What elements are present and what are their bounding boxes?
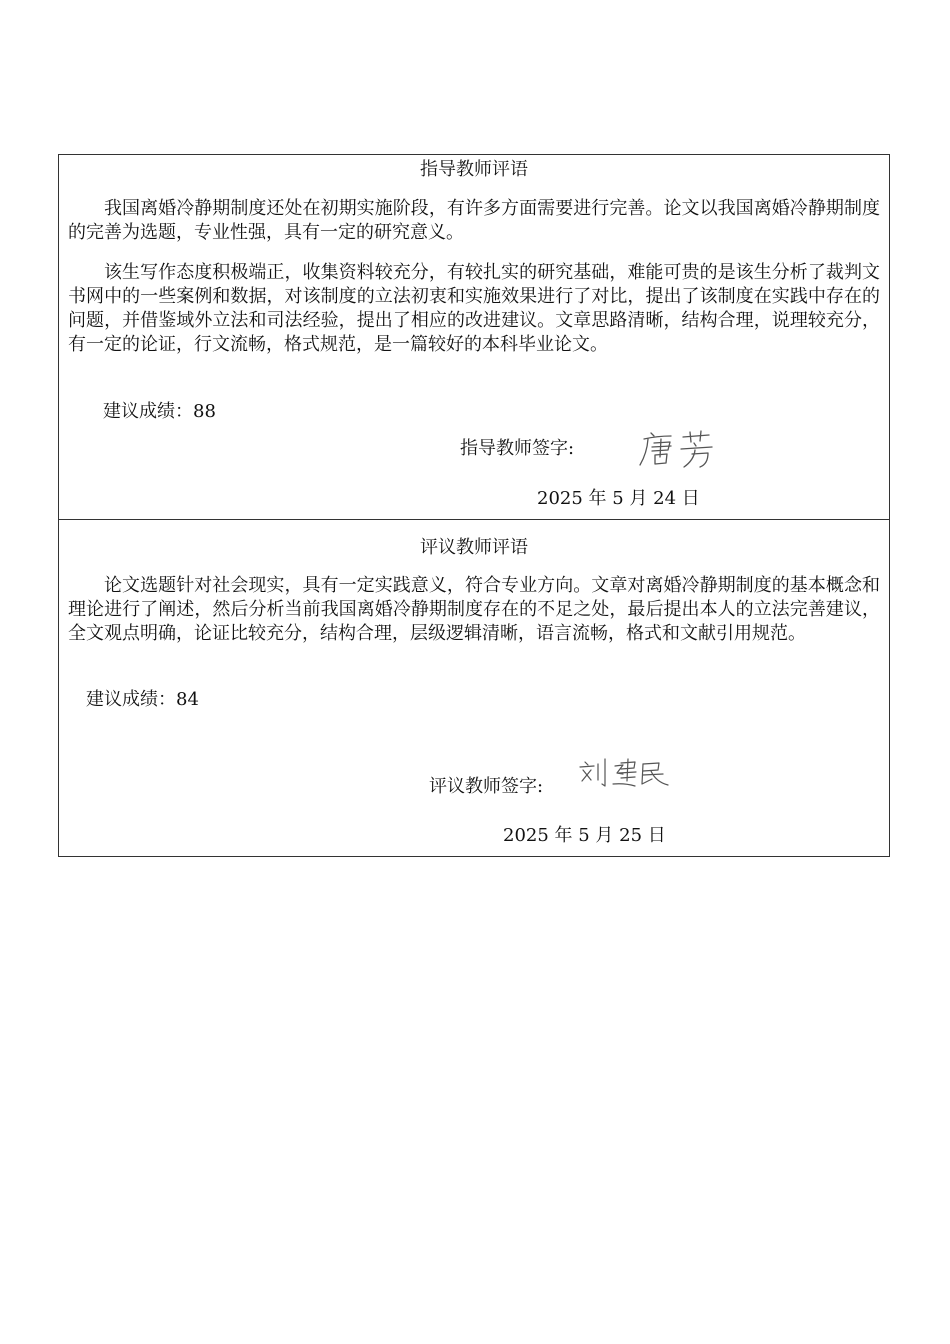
- advisor-heading: 指导教师评语: [420, 159, 528, 180]
- reviewer-sign-label: 评议教师签字:: [429, 776, 544, 797]
- advisor-date: 2025 年 5 月 24 日: [537, 488, 700, 509]
- reviewer-heading: 评议教师评语: [420, 537, 528, 558]
- advisor-grade: 建议成绩：88: [103, 401, 216, 422]
- advisor-paragraph-1: 我国离婚冷静期制度还处在初期实施阶段，有许多方面需要进行完善。论文以我国离婚冷静期制度的完善为选题，专业性强，具有一定的研究意义。: [68, 198, 880, 243]
- advisor-comment-section: [59, 155, 889, 520]
- reviewer-date: 2025 年 5 月 25 日: [503, 825, 666, 846]
- advisor-signature: [637, 423, 723, 473]
- advisor-sign-label: 指导教师签字:: [460, 438, 575, 459]
- advisor-paragraph-2: 该生写作态度积极端正，收集资料较充分，有较扎实的研究基础，难能可贵的是该生分析了裁判文书网中的一些案例和数据，对该制度的立法初衷和实施效果进行了对比，提出了该制度在实践中存在的问题，并借鉴域外立法和司法经验，提出了相应的改进建议。文章思路清晰，结构合理，说理较充分，有一定的论证，行文流畅，格式规范，是一篇较好的本科毕业论文。: [68, 262, 880, 355]
- reviewer-signature: [577, 754, 671, 794]
- reviewer-grade: 建议成绩：84: [86, 689, 199, 710]
- reviewer-comment-section: [59, 520, 889, 856]
- comments-form: [58, 154, 890, 857]
- reviewer-paragraph: 论文选题针对社会现实，具有一定实践意义，符合专业方向。文章对离婚冷静期制度的基本概念和理论进行了阐述，然后分析当前我国离婚冷静期制度存在的不足之处，最后提出本人的立法完善建议，全文观点明确，论证比较充分，结构合理，层级逻辑清晰，语言流畅，格式和文献引用规范。: [68, 575, 880, 644]
